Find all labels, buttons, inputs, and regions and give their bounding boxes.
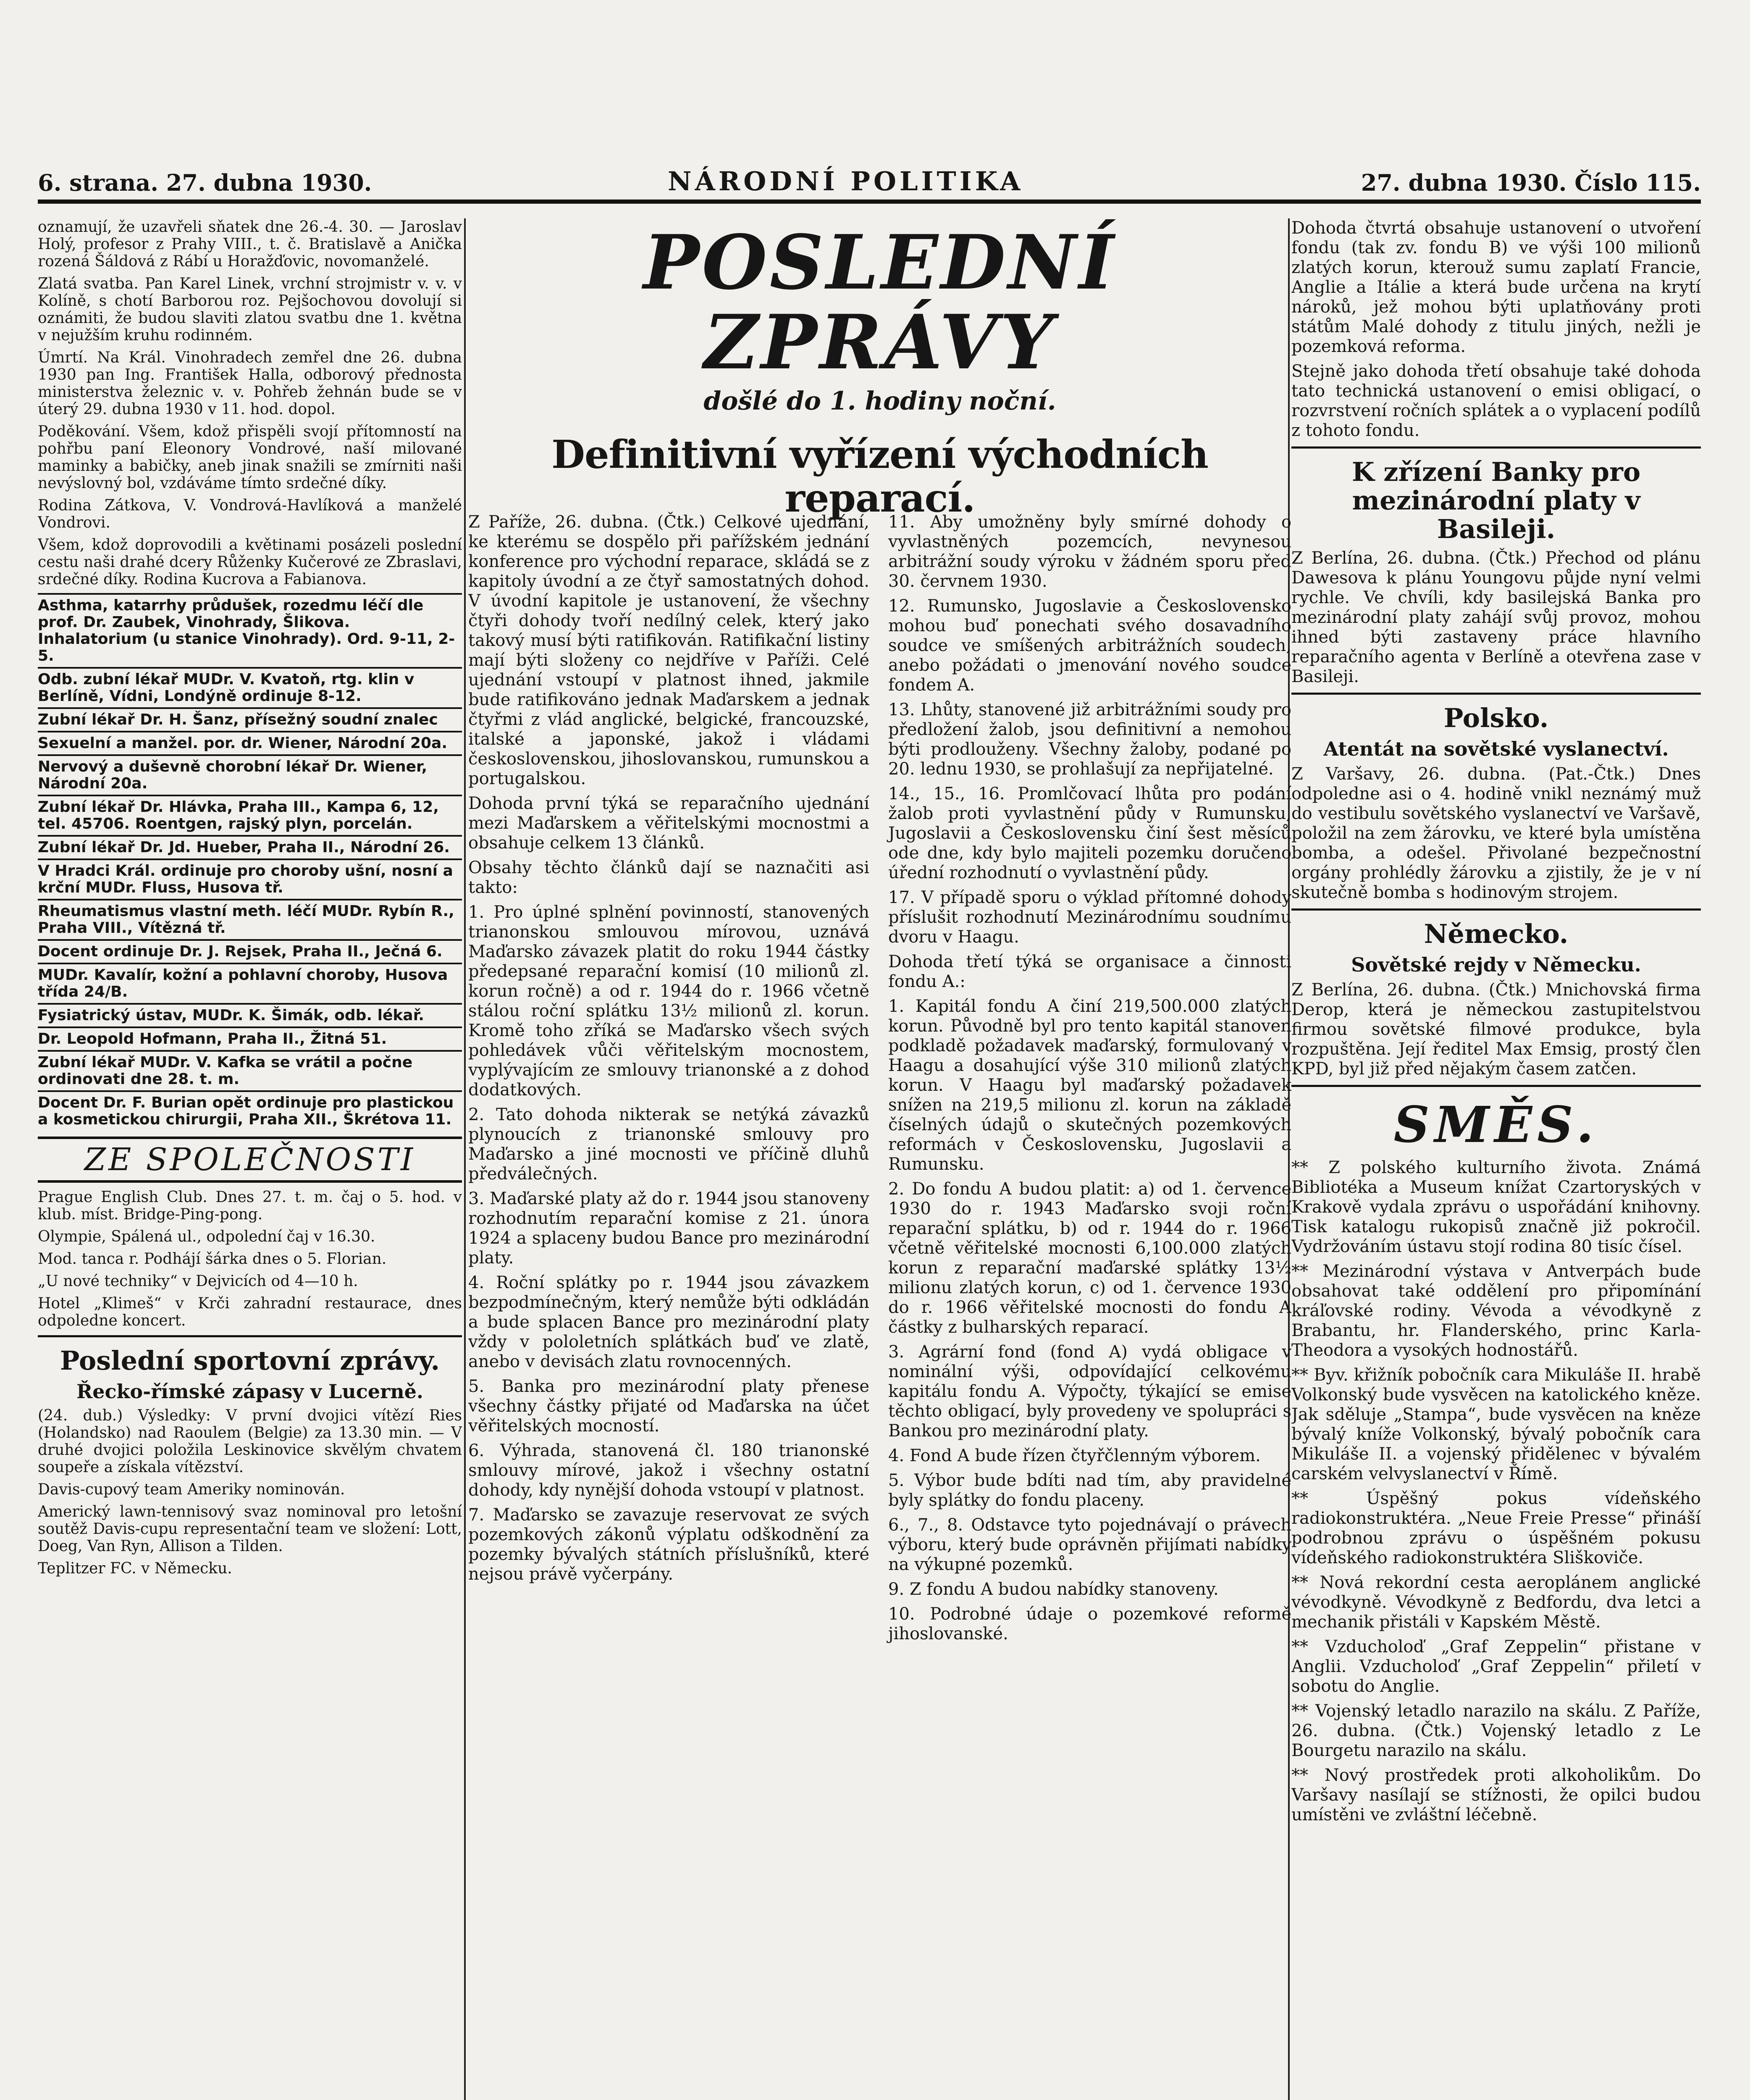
- article-paragraph: 9. Z fondu A budou nabídky stanoveny.: [888, 1580, 1219, 1599]
- article-paragraph: Dohoda třetí týká se organisace a činnosti fondu A.:: [888, 952, 1291, 991]
- sport-item: Americký lawn-tennisový svaz nominoval pro letošní soutěž Davis-cupu representační team ve složení: Lott, Doeg, Van Ryn, Allison a Tilden.: [38, 1503, 462, 1555]
- page-number-date: 6. strana. 27. dubna 1930.: [38, 169, 372, 196]
- sport-item: Davis-cupový team Ameriky nominován.: [38, 1481, 345, 1498]
- poland-text: Z Varšavy, 26. dubna. (Pat.-Čtk.) Dnes odpoledne asi o 4. hodině vnikl neznámý muž do vestibulu sovětského vyslanectví ve Varšavě, položil na zem žárovku, ve které byla umístěna bomba, a odešel. Přivolané bezpečnostní orgány prohlédly žárovku a zjistily, že je v ní skutečně bomba s hodinovým strojem.: [1291, 764, 1701, 902]
- society-notices: [38, 1189, 462, 1329]
- left-column: [38, 218, 462, 2100]
- divider: [1291, 693, 1701, 695]
- classified-ad: Rheumatismus vlastní meth. léčí MUDr. Rybín R., Praha VIII., Vítězná tř.: [38, 899, 462, 939]
- classified-ad: Dr. Leopold Hofmann, Praha II., Žitná 51.: [38, 1026, 462, 1050]
- classified-ad: Sexuelní a manžel. por. dr. Wiener, Národní 20a.: [38, 731, 462, 754]
- announcement: Rodina Zátkova, V. Vondrová-Havlíková a manželé Vondrovi.: [38, 497, 462, 531]
- article-paragraph: 13. Lhůty, stanovené již arbitrážními soudy pro předložení žalob, jsou definitivní a nemohou býti prodlouženy. Všechny žaloby, podané po 20. lednu 1930, se prohlašují za nepřijatelné.: [888, 700, 1291, 779]
- classified-ad: MUDr. Kavalír, kožní a pohlavní choroby, Husova třída 24/B.: [38, 963, 462, 1003]
- smes-title: SMĚS.: [1393, 1095, 1599, 1154]
- article-paragraph: 2. Do fondu A budou platit: a) od 1. července 1930 do r. 1943 Maďarsko svoji roční reparační splátku, b) od r. 1944 do r. 1966 včetně věřitelské mocnosti 6,100.000 zlatých korun z reparační maďarské splátky 13½ milionu zlatých korun, c) od 1. července 1930 do r. 1966 věřitelské mocnosti do fondu A částky z bulharských reparací.: [888, 1179, 1291, 1337]
- sport-title: Poslední sportovní zprávy.: [60, 1345, 440, 1376]
- article-paragraph: 3. Maďarské platy až do r. 1944 jsou stanoveny rozhodnutím reparační komise z 21. února 1924 a splaceny budou Bance pro mezinárodní platy.: [468, 1189, 869, 1268]
- announcement: Poděkování. Všem, kdož přispěli svojí přítomností na pohřbu paní Eleonory Vondrové, naší milované maminky a babičky, aneb jinak snažili se zmírniti naši nevýslovný bol, vzdáváme tímto srdečné díky.: [38, 423, 462, 492]
- society-notice: Prague English Club. Dnes 27. t. m. čaj o 5. hod. v klub. míst. Bridge-Ping-pong.: [38, 1189, 462, 1223]
- article-paragraph: 5. Výbor bude bdíti nad tím, aby pravidelné byly splátky do fondu placeny.: [888, 1471, 1291, 1510]
- article-paragraph: Stejně jako dohoda třetí obsahuje také dohoda tato technická ustanovení o emisi obligací, o rozvrstvení ročních splátek a o vyplacení podílů z tohoto fondu.: [1291, 362, 1701, 440]
- article-paragraph: 11. Aby umožněny byly smírné dohody o vyvlastněných pozemcích, nevynesou arbitrážní soudy výroku v žádném sporu před 30. červnem 1930.: [888, 512, 1291, 591]
- article-left-column: [468, 512, 869, 1589]
- article-paragraph: 10. Podrobné údaje o pozemkové reformě jihoslovanské.: [888, 1604, 1291, 1643]
- smes-items: [1291, 1158, 1701, 1825]
- announcement: Všem, kdož doprovodili a květinami posázeli poslední cestu naši drahé dcery Růženky Kučerové ze Zbraslavi, srdečné díky. Rodina Kucrova a Fabianova.: [38, 536, 462, 588]
- society-notice: Mod. tanca r. Podhájí šárka dnes o 5. Florian.: [38, 1250, 387, 1268]
- basel-title: K zřízení Banky pro mezinárodní platy v Basileji.: [1351, 457, 1641, 544]
- smes-item: ** Vojenský letadlo narazilo na skálu. Z Paříže, 26. dubna. (Čtk.) Vojenský letadlo z Le Bourgetu narazilo na skálu.: [1291, 1701, 1701, 1760]
- classified-ad: Docent Dr. F. Burian opět ordinuje pro plastickou a kosmetickou chirurgii, Praha XII., Škrétova 11.: [38, 1090, 462, 1131]
- classified-ad: Nervový a duševně chorobní lékař Dr. Wiener, Národní 20a.: [38, 754, 462, 795]
- divider: [1291, 908, 1701, 911]
- article-paragraph: 6. Výhrada, stanovená čl. 180 trianonské smlouvy mírové, jakož i všechny ostatní dohody, kdy nynější dohoda vstoupí v platnost.: [468, 1441, 869, 1500]
- newspaper-title: NÁRODNÍ POLITIKA: [668, 166, 1024, 197]
- society-notice: Hotel „Klimeš“ v Krči zahradní restaurace, dnes odpoledne koncert.: [38, 1295, 462, 1329]
- right-column: [1291, 218, 1701, 2100]
- smes-item: ** Úspěšný pokus vídeňského radiokonstruktéra. „Neue Freie Presse“ přináší podrobnou zprávu o úspěšném pokusu vídeňského radiokonstruktéra Sliškoviče.: [1291, 1489, 1701, 1567]
- poland-subtitle: Atentát na sovětské vyslanectví.: [1323, 738, 1669, 760]
- smes-item: ** Mezinárodní výstava v Antverpách bude obsahovat také oddělení pro připomínání kráľovské rodiny. Vévoda a vévodkyně z Brabantu, hr. Flanderského, princ Karla-Theodora a vysokých hodnostářů.: [1291, 1262, 1701, 1360]
- article-paragraph: 1. Pro úplné splnění povinností, stanovených trianonskou smlouvou mírovou, uznává Maďarsko závazek platit do roku 1944 částky předepsané reparační komisí (10 milionů zl. korun ročně) a od r. 1944 do r. 1966 včetně stálou roční splátku 13½ milionů zl. korun. Kromě toho zříká se Maďarsko všech svých pohledávek vůči věřitelským mocnostem, vyplývajícím ze smlouvy trianonské a z dohod dodatkových.: [468, 903, 869, 1100]
- germany-text: Z Berlína, 26. dubna. (Čtk.) Mnichovská firma Derop, která je německou zastupitelstvou firmou sovětské filmové produkce, byla rozpuštěna. Její ředitel Max Emsig, prostý člen KPD, byl již před nějakým časem zatčen.: [1291, 980, 1701, 1079]
- basel-text: Z Berlína, 26. dubna. (Čtk.) Přechod od plánu Dawesova k plánu Youngovu půjde nyní velmi rychle. Ve chvíli, kdy basilejská Banka pro mezinárodní platy zahájí svůj provoz, mohou ihned býti zastaveny práce hlavního reparačního agenta v Berlíně a otevřena zase v Basileji.: [1291, 549, 1701, 686]
- classified-ad: Zubní lékař Dr. H. Šanz, přísežný soudní znalec: [38, 707, 462, 731]
- classified-ad: Asthma, katarrhy průdušek, rozedmu léčí dle prof. Dr. Zaubek, Vinohrady, Šlikova. Inhalatorium (u stanice Vinohrady). Ord. 9-11, 2-5.: [38, 593, 462, 667]
- sport-item: (24. dub.) Výsledky: V první dvojici vítězí Ries (Holandsko) nad Raoulem (Belgie) za 13.30 min. — V druhé dvojici položila Leskinovice skvělým chvatem soupeře a získala vítězství.: [38, 1407, 462, 1476]
- article-paragraph: 12. Rumunsko, Jugoslavie a Československo mohou buď ponechati svého dosavadního soudce ve smíšených arbitrážních soudech, anebo požádati o jmenování nového soudce fondem A.: [888, 596, 1291, 695]
- divider: [1291, 446, 1701, 449]
- divider: [1291, 1085, 1701, 1087]
- classified-ads: [38, 593, 462, 1131]
- article-paragraph: 1. Kapitál fondu A činí 219,500.000 zlatých korun. Původně byl pro tento kapitál stanoven podkladě požadavek maďarský, formulovaný v Haagu a dosahující výše 310 milionů zlatých korun. V Haagu byl maďarský požadavek snížen na 219,5 milionu zl. korun na základě číselných údajů o skutečných pozemkových reformách v Československu, Jugoslavii a Rumunsku.: [888, 997, 1291, 1174]
- classified-ad: V Hradci Král. ordinuje pro choroby ušní, nosní a krční MUDr. Fluss, Husova tř.: [38, 858, 462, 899]
- article-paragraph: Obsahy těchto článků dají se naznačiti asi takto:: [468, 858, 869, 897]
- announcement: oznamují, že uzavřeli sňatek dne 26.-4. 30. — Jaroslav Holý, profesor z Prahy VIII., t. č. Bratislavě a Anička rozená Šáldová z Rábí u Horažďovic, novomanželé.: [38, 218, 462, 270]
- smes-item: ** Nová rekordní cesta aeroplánem anglické vévodkyně. Vévodkyně z Bedfordu, dva letci a mechanik přistáli v Kapském Městě.: [1291, 1573, 1701, 1632]
- sport-subtitle: Řecko-římské zápasy v Lucerně.: [76, 1380, 423, 1403]
- classified-ad: Zubní lékař Dr. Hlávka, Praha III., Kampa 6, 12, tel. 45706. Roentgen, rajský plyn, porcelán.: [38, 795, 462, 835]
- article-paragraph: Z Paříže, 26. dubna. (Čtk.) Celkové ujednání, ke kterému se dospělo při pařížském jednání konference pro východní reparace, skládá se z kapitoly úvodní a ze čtyř samostatných dohod. V úvodní kapitole je ustanovení, že všechny čtyři dohody tvoří nedílný celek, který jako takový musí býti ratifikován. Ratifikační listiny mají býti složeny co nejdříve v Paříži. Celé ujednání vstoupí v platnost ihned, jakmile bude ratifikováno jednak Maďarskem a jednak čtyřmi z vlád anglické, belgické, francouzské, italské a japonské, jakož i vládami československou, jihoslovanskou, rumunskou a portugalskou.: [468, 512, 869, 788]
- announcement: Zlatá svatba. Pan Karel Linek, vrchní strojmistr v. v. v Kolíně, s chotí Barborou roz. Pejšochovou dovolují si oznámiti, že budou slaviti zlatou svatbu dne 1. května v nejužším kruhu rodinném.: [38, 275, 462, 344]
- column-divider: [464, 218, 466, 2100]
- sport-news: [38, 1407, 462, 1577]
- society-notice: Olympie, Spálená ul., odpolední čaj v 16.30.: [38, 1228, 375, 1245]
- germany-title: Německo.: [1424, 919, 1569, 949]
- article-paragraph: 3. Agrární fond (fond A) vydá obligace v nominální výši, odpovídající celkovému kapitálu fondu A. Výpočty, týkající se emise těchto obligací, byly provedeny ve spolupráci s Bankou pro mezinárodní platy.: [888, 1342, 1291, 1441]
- smes-item: ** Z polského kulturního života. Známá Bibliotéka a Museum knížat Czartoryských v Krakově vydala zprávu o uspořádání knihovny. Tisk katalogu rukopisů značně již pokročil. Vydržováním ústavu stojí rodina 80 tisíc čísel.: [1291, 1158, 1701, 1256]
- sport-item: Teplitzer FC. v Německu.: [38, 1560, 232, 1577]
- announcement: Úmrtí. Na Král. Vinohradech zemřel dne 26. dubna 1930 pan Ing. František Halla, odborový přednosta ministerstva železnic v. v. Pohřeb žehnán bude se v úterý 29. dubna 1930 v 11. hod. dopol.: [38, 349, 462, 418]
- announcements: [38, 218, 462, 588]
- smes-item: ** Vzducholoď „Graf Zeppelin“ přistane v Anglii. Vzducholoď „Graf Zeppelin“ přiletí v sobotu do Anglie.: [1291, 1637, 1701, 1696]
- article-paragraph: 5. Banka pro mezinárodní platy přenese všechny částky přijaté od Maďarska na účet věřitelských mocností.: [468, 1377, 869, 1436]
- article-headline: Definitivní vyřízení východních reparací.: [551, 432, 1208, 521]
- issue-number: 27. dubna 1930. Číslo 115.: [1361, 169, 1701, 196]
- article-paragraph: 4. Fond A bude řízen čtyřčlenným výborem.: [888, 1446, 1261, 1465]
- classified-ad: Docent ordinuje Dr. J. Rejsek, Praha II., Ječná 6.: [38, 939, 462, 963]
- article-paragraph: 7. Maďarsko se zavazuje reservovat ze svých pozemkových zákonů výplatu odškodnění za pozemky bývalých státních příslušníků, které nejsou právě vyčerpány.: [468, 1505, 869, 1584]
- dohoda-ctvrta: [1291, 218, 1701, 441]
- article-paragraph: 17. V případě sporu o výklad přítomné dohody příslušit rozhodnutí Mezinárodnímu soudnímu dvoru v Haagu.: [888, 888, 1291, 947]
- society-notice: „U nové techniky“ v Dejvicích od 4—10 h.: [38, 1273, 358, 1290]
- society-section-title: ZE SPOLEČNOSTI: [38, 1137, 462, 1183]
- article-paragraph: Dohoda čtvrtá obsahuje ustanovení o utvoření fondu (tak zv. fondu B) ve výši 100 milionů zlatých korun, kterouž sumu zaplatí Francie, Anglie a Itálie a která bude určena na krytí nároků, jež mohou býti uplatňovány proti státům Malé dohody z titulu jiných, nežli je pozemková reforma.: [1291, 218, 1701, 356]
- main-subtitle: došlé do 1. hodiny noční.: [703, 386, 1056, 416]
- germany-subtitle: Sovětské rejdy v Německu.: [1351, 953, 1641, 976]
- article-paragraph: 14., 15., 16. Promlčovací lhůta pro podání žalob proti vyvlastnění půdy v Rumunsku, Jugoslavii a Československu činí šest měsíců ode dne, kdy bylo majiteli pozemku doručeno úřední rozhodnutí o vyvlastnění půdy.: [888, 784, 1291, 882]
- main-title: POSLEDNÍ ZPRÁVY: [643, 218, 1117, 386]
- main-news-column: [468, 218, 1291, 2100]
- article-paragraph: 2. Tato dohoda nikterak se netýká závazků plynoucích z trianonské smlouvy pro Maďarsko a jiné mocnosti ve příčině dluhů předválečných.: [468, 1105, 869, 1184]
- poland-title: Polsko.: [1443, 703, 1549, 733]
- classified-ad: Odb. zubní lékař MUDr. V. Kvatoň, rtg. klin v Berlíně, Vídni, Londýně ordinuje 8-12.: [38, 667, 462, 707]
- page-header: [38, 166, 1701, 204]
- article-right-column: [888, 512, 1291, 1649]
- classified-ad: Zubní lékař Dr. Jd. Hueber, Praha II., Národní 26.: [38, 835, 462, 858]
- smes-item: ** Nový prostředek proti alkoholikům. Do Varšavy nasílají se stížnosti, že opilci budou umístěni ve zvláštní léčebně.: [1291, 1766, 1701, 1824]
- divider: [38, 1335, 462, 1337]
- classified-ad: Fysiatrický ústav, MUDr. K. Šimák, odb. lékař.: [38, 1003, 462, 1026]
- smes-item: ** Byv. křižník pobočník cara Mikuláše II. hrabě Volkonský bude vysvěcen na katolického kněze. Jak sděluje „Stampa“, bude vysvěcen na kněze bývalý kníže Volkonský, bývalý pobočník cara Mikuláše II. a vojenský přidělenec v bývalém carském velvyslanectví v Římě.: [1291, 1365, 1701, 1483]
- article-paragraph: 6., 7., 8. Odstavce tyto pojednávají o právech výboru, který bude oprávněn přijímati nabídky na výkupné pozemků.: [888, 1515, 1291, 1574]
- classified-ad: Zubní lékař MUDr. V. Kafka se vrátil a počne ordinovati dne 28. t. m.: [38, 1050, 462, 1090]
- article-paragraph: Dohoda první týká se reparačního ujednání mezi Maďarskem a věřitelskými mocnostmi a obsahuje celkem 13 článků.: [468, 794, 869, 853]
- article-paragraph: 4. Roční splátky po r. 1944 jsou závazkem bezpodmínečným, který nemůže býti odkládán a bude splacen Bance pro mezinárodní platy vždy v pololetních splátkách buď ve zlatě, anebo v devisách zlatu rovnocenných.: [468, 1273, 869, 1371]
